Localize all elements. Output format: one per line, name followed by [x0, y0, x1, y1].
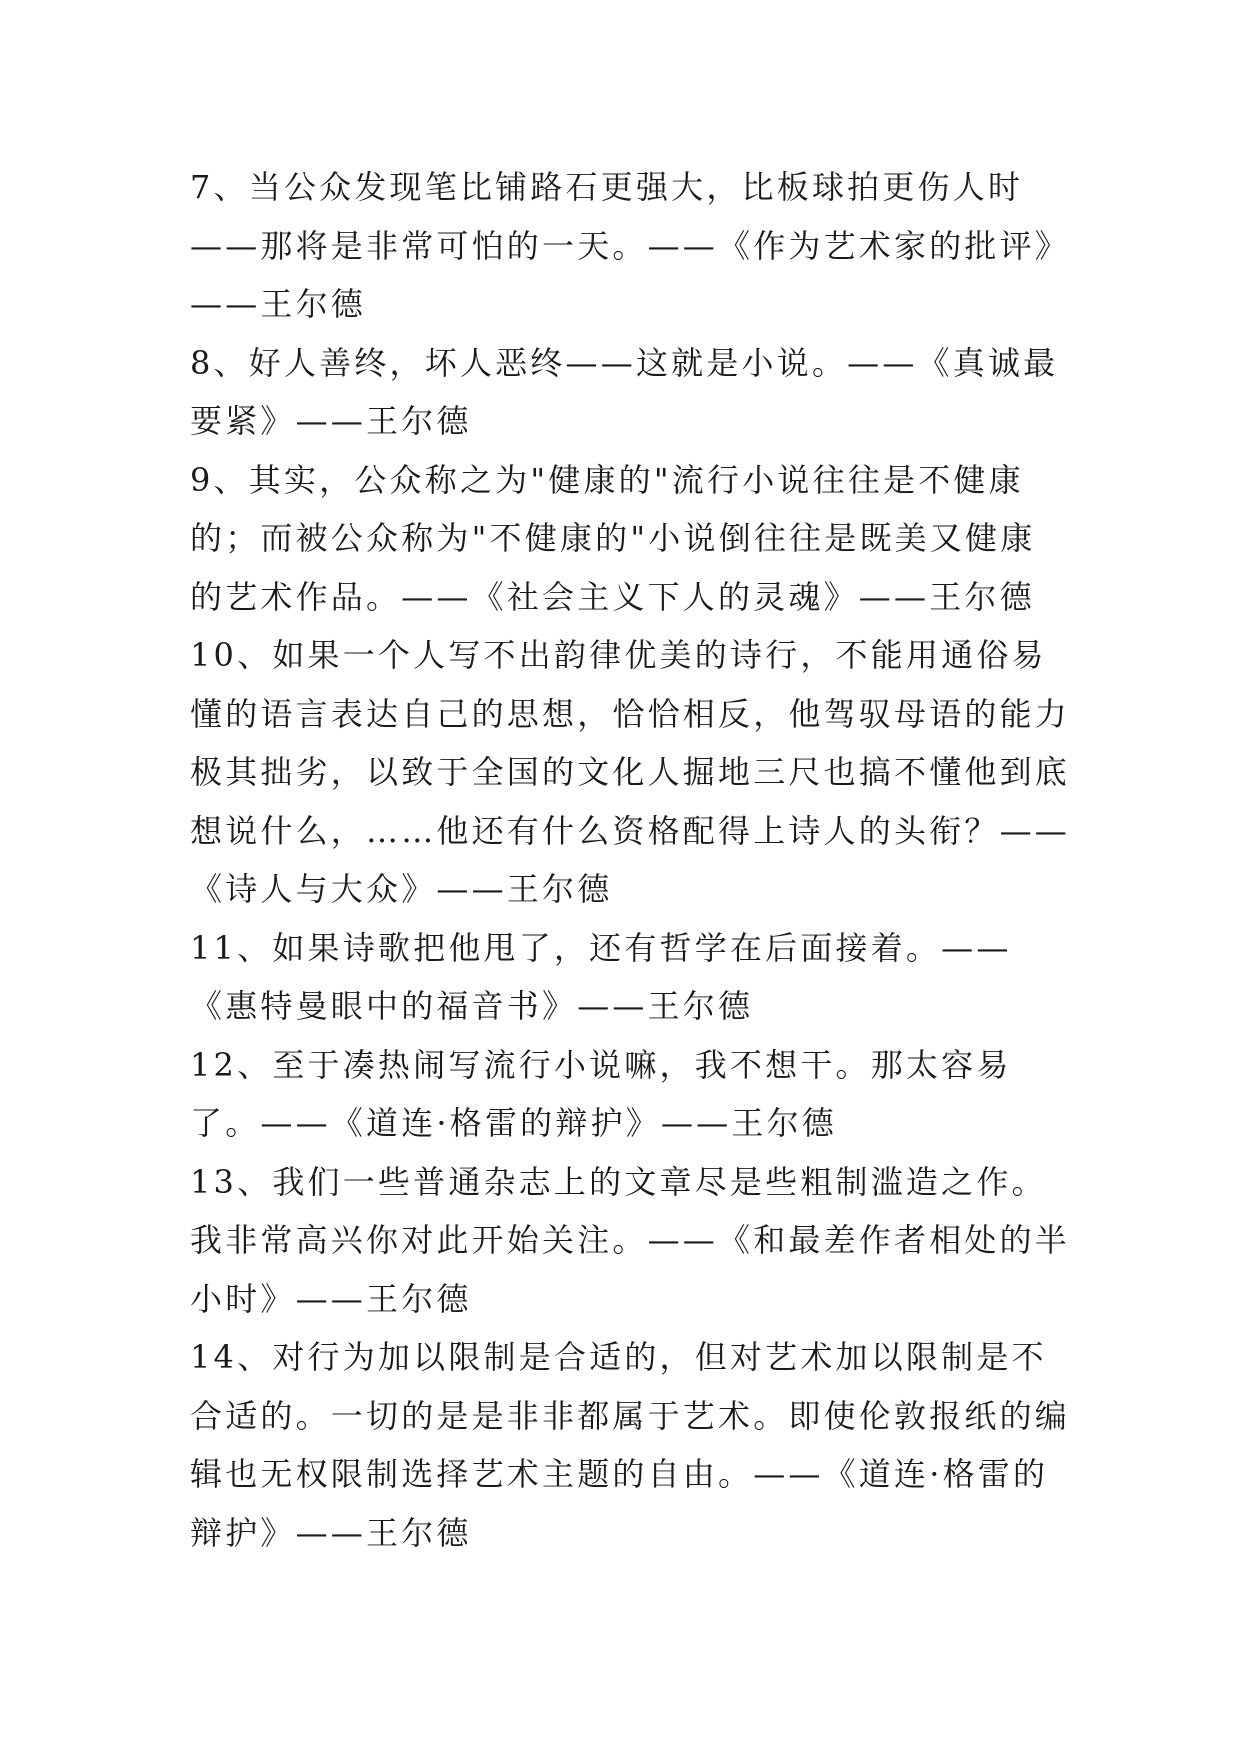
quote-paragraph-11: 11、如果诗歌把他甩了，还有哲学在后面接着。——《惠特曼眼中的福音书》——王尔德	[190, 928, 1012, 1025]
quote-paragraph-10: 10、如果一个人写不出韵律优美的诗行，不能用通俗易懂的语言表达自己的思想，恰恰相反，他驾驭母语的能力极其拙劣，以致于全国的文化人掘地三尺也搞不懂他到底想说什么，……他还有什么资格配得上诗人的头衔？——《诗人与大众》——王尔德	[190, 636, 1071, 908]
quote-paragraph-7: 7、当公众发现笔比铺路石更强大，比板球拍更伤人时——那将是非常可怕的一天。——《作为艺术家的批评》——王尔德	[190, 168, 1071, 323]
quote-paragraph-13: 13、我们一些普通杂志上的文章尽是些粗制滥造之作。我非常高兴你对此开始关注。——《和最差作者相处的半小时》——王尔德	[190, 1162, 1071, 1318]
quote-list	[190, 158, 1070, 1562]
quote-paragraph-9: 9、其实，公众称之为"健康的"流行小说往往是不健康的；而被公众称为"不健康的"小说倒往往是既美又健康的艺术作品。——《社会主义下人的灵魂》——王尔德	[190, 460, 1036, 616]
quote-paragraph-8: 8、好人善终，坏人恶终——这就是小说。——《真诚最要紧》——王尔德	[190, 343, 1059, 440]
quote-paragraph-12: 12、至于凑热闹写流行小说嘛，我不想干。那太容易了。——《道连·格雷的辩护》——王尔德	[190, 1045, 1012, 1142]
quote-paragraph-14: 14、对行为加以限制是合适的，但对艺术加以限制是不合适的。一切的是是非非都属于艺术。即使伦敦报纸的编辑也无权限制选择艺术主题的自由。——《道连·格雷的辩护》——王尔德	[190, 1338, 1071, 1552]
